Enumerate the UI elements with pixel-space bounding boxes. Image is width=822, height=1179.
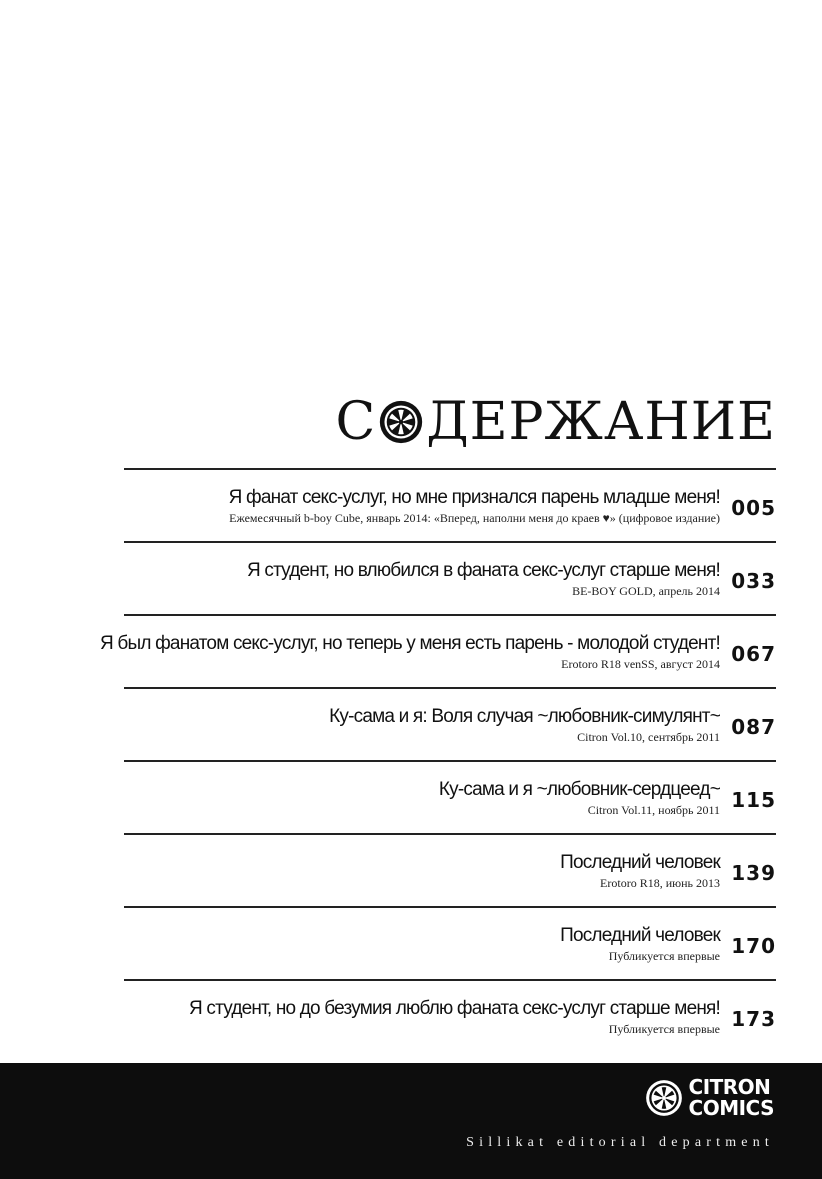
title-rest: ДЕРЖАНИЕ — [426, 392, 776, 452]
chapter-source: Ежемесячный b-boy Cube, январь 2014: «Вперед, наполни меня до краев ♥» (цифровое издание) — [229, 511, 720, 525]
editorial-credit: Sillikat editorial department — [466, 1135, 774, 1150]
citrus-wheel-icon — [645, 1079, 683, 1117]
chapter-title: Последний человек — [560, 852, 720, 873]
citron-comics-logo — [645, 1077, 774, 1119]
chapter-title: Ку-сама и я ~любовник-сердцеед~ — [438, 779, 720, 800]
footer-band — [0, 1063, 822, 1179]
page-number: 139 — [731, 861, 776, 885]
page-number: 170 — [731, 934, 776, 958]
chapter-title: Ку-сама и я: Воля случая ~любовник-симулянт~ — [329, 706, 720, 727]
title-first-letter: С — [335, 392, 377, 452]
page-number: 033 — [731, 569, 776, 593]
logo-line-1: CITRON — [688, 1075, 771, 1099]
page-number: 173 — [731, 1007, 776, 1031]
page-number: 067 — [731, 642, 776, 666]
toc-entry — [124, 541, 776, 614]
table-of-contents — [100, 468, 776, 1052]
page-number: 115 — [731, 788, 776, 812]
chapter-source: Citron Vol.10, сентябрь 2011 — [577, 730, 720, 744]
toc-entry — [124, 979, 776, 1052]
toc-entry — [124, 760, 776, 833]
chapter-source: Citron Vol.11, ноябрь 2011 — [587, 803, 720, 817]
chapter-source: Публикуется впервые — [608, 949, 720, 963]
toc-entry — [100, 614, 776, 687]
logo-line-2: COMICS — [688, 1096, 774, 1120]
toc-entry — [124, 468, 776, 541]
page-number: 087 — [731, 715, 776, 739]
chapter-source: Erotoro R18, июнь 2013 — [600, 876, 720, 890]
page-title — [336, 392, 776, 452]
chapter-title: Я студент, но влюбился в фаната секс-услуг старше меня! — [246, 560, 720, 581]
citrus-wheel-icon — [378, 399, 424, 445]
page-number: 005 — [731, 496, 776, 520]
toc-entry — [124, 833, 776, 906]
toc-entry — [124, 687, 776, 760]
chapter-title: Я студент, но до безумия люблю фаната секс-услуг старше меня! — [189, 998, 720, 1019]
chapter-title: Последний человек — [560, 925, 720, 946]
chapter-title: Я был фанатом секс-услуг, но теперь у меня есть парень - молодой студент! — [100, 633, 720, 654]
chapter-source: Публикуется впервые — [608, 1022, 720, 1036]
chapter-source: BE-BOY GOLD, апрель 2014 — [572, 584, 720, 598]
toc-entry — [124, 906, 776, 979]
chapter-source: Erotoro R18 venSS, август 2014 — [561, 657, 720, 671]
chapter-title: Я фанат секс-услуг, но мне признался парень младше меня! — [228, 487, 720, 508]
